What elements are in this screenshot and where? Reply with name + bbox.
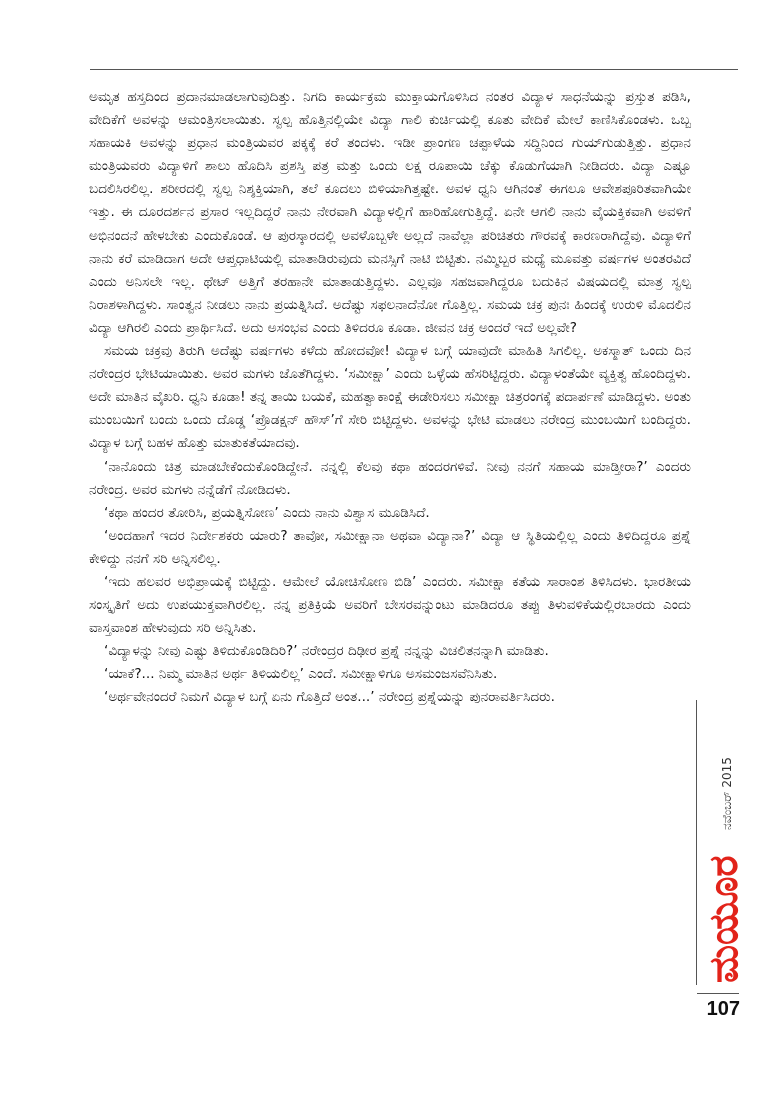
article-paragraph: ಅಮೃತ ಹಸ್ತದಿಂದ ಪ್ರದಾನಮಾಡಲಾಗುವುದಿತ್ತು. ನಿಗದಿ ಕಾರ್ಯಕ್ರಮ ಮುಕ್ತಾಯಗೊಳಿಸಿದ ನಂತರ ವಿದ್ಯಾಳ ಸಾಧನೆಯನ್ನು ಪ್ರಸ್ತುತ ಪಡಿಸಿ, ವೇದಿಕೆಗೆ ಅವಳನ್ನು ಆಮಂತ್ರಿಸಲಾಯಿತು. ಸ್ವಲ್ಪ ಹೊತ್ತಿನಲ್ಲಿಯೇ ವಿದ್ಯಾ ಗಾಲಿ ಕುರ್ಚಿಯಲ್ಲಿ ಕೂತು ವೇದಿಕೆ ಮೇಲೆ ಕಾಣಿಸಿಕೊಂಡಳು. ಒಬ್ಬ ಸಹಾಯಕಿ ಅವಳನ್ನು ಪ್ರಧಾನ ಮಂತ್ರಿಯವರ ಪಕ್ಕಕ್ಕೆ ಕರೆ ತಂದಳು. ಇಡೀ ಪ್ರಾಂಗಣ ಚಪ್ಪಾಳೆಯ ಸದ್ದಿನಿಂದ ಗುಯ್‍ಗುಡುತ್ತಿತ್ತು. ಪ್ರಧಾನ ಮಂತ್ರಿಯವರು ವಿದ್ಯಾಳಿಗೆ ಶಾಲು ಹೊದಿಸಿ ಪ್ರಶಸ್ತಿ ಪತ್ರ ಮತ್ತು ಒಂದು ಲಕ್ಷ ರೂಪಾಯಿ ಚೆಕ್ಕು ಕೊಡುಗೆಯಾಗಿ ನೀಡಿದರು. ವಿದ್ಯಾ ಎಷ್ಟೂ ಬದಲಿಸಿರಲಿಲ್ಲ. ಶರೀರದಲ್ಲಿ ಸ್ವಲ್ಪ ನಿಶ್ಶಕ್ತಿಯಾಗಿ, ತಲೆ ಕೂದಲು ಬಿಳಿಯಾಗಿತ್ತಷ್ಟೇ. ಅವಳ ಧ್ವನಿ ಆಗಿನಂತೆ ಈಗಲೂ ಆವೇಶಪೂರಿತವಾಗಿಯೇ ಇತ್ತು. ಈ ದೂರದರ್ಶನ ಪ್ರಸಾರ ಇಲ್ಲದಿದ್ದರೆ ನಾನು ನೇರವಾಗಿ ವಿದ್ಯಾಳಲ್ಲಿಗೆ ಹಾರಿಹೋಗುತ್ತಿದ್ದೆ. ಏನೇ ಆಗಲಿ ನಾನು ವೈಯಕ್ತಿಕವಾಗಿ ಅವಳಿಗೆ ಅಭಿನಂದನೆ ಹೇಳಬೇಕು ಎಂದುಕೊಂಡೆ. ಆ ಪುರಸ್ಕಾರದಲ್ಲಿ ಅವಳೊಬ್ಬಳೇ ಅಲ್ಲದೆ ನಾವೆಲ್ಲಾ ಪರಿಚಿತರು ಗೌರವಕ್ಕೆ ಕಾರಣರಾಗಿದ್ದೆವು. ವಿದ್ಯಾಳಿಗೆ ನಾನು ಕರೆ ಮಾಡಿದಾಗ ಅದೇ ಆಪ್ತಧಾಟಿಯಲ್ಲಿ ಮಾತಾಡಿರುವುದು ಮನಸ್ಸಿಗೆ ನಾಟಿ ಬಿಟ್ಟಿತು. ನಮ್ಮಿಬ್ಬರ ಮಧ್ಯೆ ಮೂವತ್ತು ವರ್ಷಗಳ ಅಂತರವಿದೆ ಎಂದು ಅನಿಸಲೇ ಇಲ್ಲ. ಥೇಟ್ ಅತ್ತಿಗೆ ತರಹಾನೇ ಮಾತಾಡುತ್ತಿದ್ದಳು. ಎಲ್ಲವೂ ಸಹಜವಾಗಿದ್ದರೂ ಬದುಕಿನ ವಿಷಯದಲ್ಲಿ ಮಾತ್ರ ಸ್ವಲ್ಪ ನಿರಾಶಳಾಗಿದ್ದಳು. ಸಾಂತ್ವನ ನೀಡಲು ನಾನು ಪ್ರಯತ್ನಿಸಿದೆ. ಅದೆಷ್ಟು ಸಫಲನಾದೆನೋ ಗೊತ್ತಿಲ್ಲ. ಸಮಯ ಚಕ್ರ ಪುನಃ ಹಿಂದಕ್ಕೆ ಉರುಳಿ ಮೊದಲಿನ ವಿದ್ಯಾ ಆಗಿರಲಿ ಎಂದು ಪ್ರಾರ್ಥಿಸಿದೆ. ಅದು ಅಸಂಭವ ಎಂದು ತಿಳಿದರೂ ಕೂಡಾ. ಜೀವನ ಚಕ್ರ ಅಂದರೆ ಇದೆ ಅಲ್ಲವೇ?: [89, 89, 691, 336]
issue-date-text: ನವೆಂಬರ್ 2015: [720, 757, 734, 830]
masthead-logo: [697, 785, 747, 985]
article-body: [89, 86, 691, 710]
article-paragraph: ‘ನಾನೊಂದು ಚಿತ್ರ ಮಾಡಬೇಕೆಂದುಕೊಂಡಿದ್ದೇನೆ. ನನ್ನಲ್ಲಿ ಕೆಲವು ಕಥಾ ಹಂದರಗಳಿವೆ. ನೀವು ನನಗೆ ಸಹಾಯ ಮಾಡ್ತೀರಾ?’ ಎಂದರು ನರೇಂದ್ರ. ಅವರ ಮಗಳು ನನ್ನೆಡೆಗೆ ನೋಡಿದಳು.: [89, 458, 691, 498]
magazine-masthead: [697, 785, 747, 985]
masthead-wordmark: ಮಯೂರ: [701, 855, 747, 983]
article-paragraph: ‘ಯಾಕೆ?... ನಿಮ್ಮ ಮಾತಿನ ಅರ್ಥ ತಿಳಿಯಲಿಲ್ಲ’ ಎಂದೆ. ಸಮೀಕ್ಷಾಳಿಗೂ ಅಸಮಂಜಸವೆನಿಸಿತು.: [104, 666, 498, 683]
article-paragraph: ‘ಅಂದಹಾಗೆ ಇದರ ನಿರ್ದೇಶಕರು ಯಾರು? ತಾವೋ, ಸಮೀಕ್ಷಾನಾ ಅಥವಾ ವಿದ್ಯಾನಾ?’ ವಿದ್ಯಾ ಆ ಸ್ಥಿತಿಯಲ್ಲಿಲ್ಲ ಎಂದು ತಿಳಿದಿದ್ದರೂ ಪ್ರಶ್ನೆ ಕೇಳಿದ್ದು ನನಗೆ ಸರಿ ಅನ್ನಿಸಲಿಲ್ಲ.: [89, 527, 691, 567]
page-number: 107: [706, 998, 740, 1020]
article-paragraph: ಸಮಯ ಚಕ್ರವು ತಿರುಗಿ ಅದೆಷ್ಟು ವರ್ಷಗಳು ಕಳೆದು ಹೋದವೋ! ವಿದ್ಯಾಳ ಬಗ್ಗೆ ಯಾವುದೇ ಮಾಹಿತಿ ಸಿಗಲಿಲ್ಲ. ಅಕಸ್ಮಾತ್ ಒಂದು ದಿನ ನರೇಂದ್ರರ ಭೇಟಿಯಾಯಿತು. ಅವರ ಮಗಳು ಜೊತೆಗಿದ್ದಳು. ‘ಸಮೀಕ್ಷಾ’ ಎಂದು ಒಳ್ಳೆಯ ಹೆಸರಿಟ್ಟಿದ್ದರು. ವಿದ್ಯಾಳಂತೆಯೇ ವ್ಯಕ್ತಿತ್ವ ಹೊಂದಿದ್ದಳು. ಅದೇ ಮಾತಿನ ವೈಖರಿ. ಧ್ವನಿ ಕೂಡಾ! ತನ್ನ ತಾಯಿ ಬಯಕೆ, ಮಹತ್ವಾಕಾಂಕ್ಷೆ ಈಡೇರಿಸಲು ಸಮೀಕ್ಷಾ ಚಿತ್ರರಂಗಕ್ಕೆ ಪದಾರ್ಪಣೆ ಮಾಡಿದ್ದಳು. ಅಂತು ಮುಂಬಯಿಗೆ ಬಂದು ಒಂದು ದೊಡ್ಡ ‘ಪ್ರೊಡಕ್ಷನ್ ಹೌಸ್’ಗೆ ಸೇರಿ ಬಿಟ್ಟಿದ್ದಳು. ಅವಳನ್ನು ಭೇಟಿ ಮಾಡಲು ನರೇಂದ್ರ ಮುಂಬಯಿಗೆ ಬಂದಿದ್ದರು. ವಿದ್ಯಾಳ ಬಗ್ಗೆ ಬಹಳ ಹೊತ್ತು ಮಾತುಕತೆಯಾದವು.: [89, 343, 691, 452]
article-paragraph: ‘ಕಥಾ ಹಂದರ ತೋರಿಸಿ, ಪ್ರಯತ್ನಿಸೋಣ’ ಎಂದು ನಾನು ವಿಶ್ವಾಸ ಮೂಡಿಸಿದೆ.: [104, 504, 430, 521]
article-paragraph: ‘ಅರ್ಥವೇನಂದರೆ ನಿಮಗೆ ವಿದ್ಯಾಳ ಬಗ್ಗೆ ಏನು ಗೊತ್ತಿದೆ ಅಂತ...’ ನರೇಂದ್ರ ಪ್ರಶ್ನೆಯನ್ನು ಪುನರಾವರ್ತಿಸಿದರು.: [104, 689, 555, 706]
header-rule: [90, 69, 738, 70]
article-paragraph: ‘ಇದು ಹಲವರ ಅಭಿಪ್ರಾಯಕ್ಕೆ ಬಿಟ್ಟಿದ್ದು. ಆಮೇಲೆ ಯೋಚಿಸೋಣ ಬಿಡಿ’ ಎಂದರು. ಸಮೀಕ್ಷಾ ಕತೆಯ ಸಾರಾಂಶ ತಿಳಿಸಿದಳು. ಭಾರತೀಯ ಸಂಸ್ಕೃತಿಗೆ ಅದು ಉಪಯುಕ್ತವಾಗಿರಲಿಲ್ಲ. ನನ್ನ ಪ್ರತಿಕ್ರಿಯೆ ಅವರಿಗೆ ಬೇಸರವನ್ನುಂಟು ಮಾಡಿದರೂ ತಪ್ಪು ತಿಳುವಳಿಕೆಯಲ್ಲಿರಬಾರದು ಎಂದು ವಾಸ್ತವಾಂಶ ಹೇಳುವುದು ಸರಿ ಅನ್ನಿಸಿತು.: [89, 573, 691, 637]
footer-rule: [697, 993, 739, 994]
article-paragraph: ‘ವಿದ್ಯಾಳನ್ನು ನೀವು ಎಷ್ಟು ತಿಳಿದುಕೊಂಡಿದಿರಿ?’ ನರೇಂದ್ರರ ದಿಢೀರ ಪ್ರಶ್ನೆ ನನ್ನನ್ನು ವಿಚಲಿತನನ್ನಾಗಿ ಮಾಡಿತು.: [104, 643, 549, 660]
